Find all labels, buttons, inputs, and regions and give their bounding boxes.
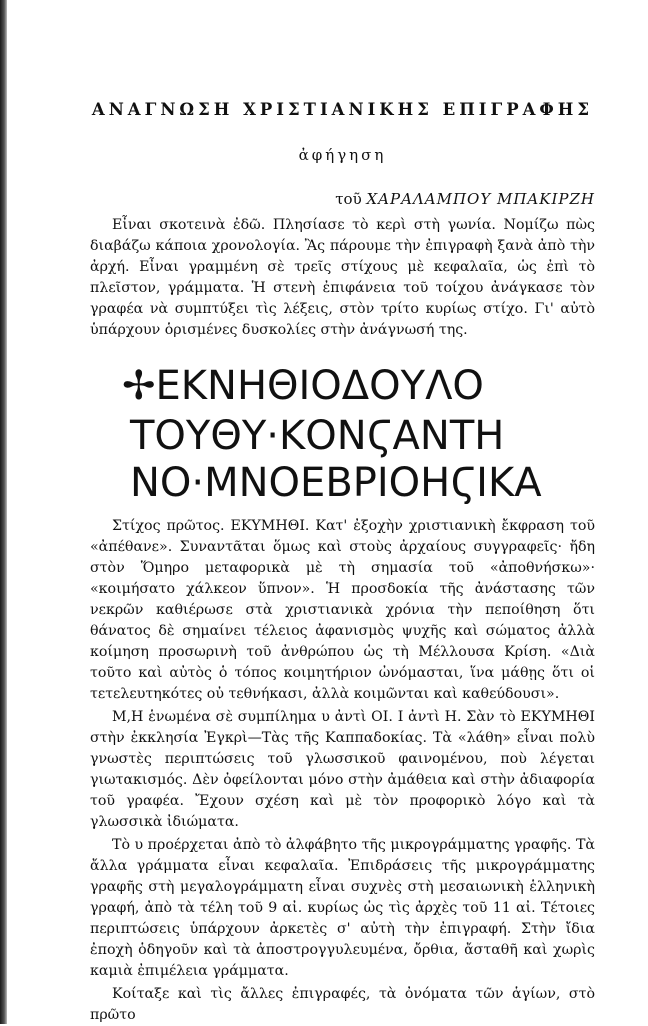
inscription-line-3: ΝΟ·ΜΝΟΕΒΡΙΟΗϚΙΚΑ: [130, 460, 542, 504]
book-spine-shadow: [0, 0, 7, 1024]
body-paragraph: Στίχος πρῶτος. ΕΚΥΜΗΘΙ. Κατ' ἐξοχὴν χριστιανικὴ ἔκφραση τοῦ «ἀπέθανε». Συναντᾶται ὅμως καὶ στοὺς ἀρχαίους συγγραφεῖς· ἤδη στὸν Ὅμηρο μεταφορικὰ μὲ τὴ σημασία τοῦ «ἀποθνήσκω»· «κοιμήσατο χάλκεον ὕπνον». Ἡ προσδοκία τῆς ἀνάστασης τῶν νεκρῶν καθιέρωσε στὰ χριστιανικὰ χρόνια τὴν πεποίθηση ὅτι θάνατος δὲ σημαίνει τέλειος ἀφανισμὸς ψυχῆς καὶ σώματος ἀλλὰ κοίμηση προσωρινὴ τοῦ ἀνθρώπου ὡς τὴ Μέλλουσα Κρίση. «Διὰ τοῦτο καὶ αὐτὸς ὁ τόπος κοιμητήριον ὠνόμασται, ἵνα μάθῃς ὅτι οἱ τετελευτηκότες οὐ τεθνήκασι, ἀλλὰ κοιμῶνται καὶ καθεύδουσι».: [90, 518, 595, 702]
inscription-line-1: ✢ΕΚΝΗΘΙΟΔΟΥΛΟ: [122, 363, 484, 409]
page-body: [90, 100, 595, 1026]
article-genre: ἀφήγηση: [298, 146, 387, 164]
author-line: [90, 190, 595, 208]
inscription-svg: [102, 354, 582, 504]
body-paragraph: Τὸ υ προέρχεται ἀπὸ τὸ ἀλφάβητο τῆς μικρογράμματης γραφῆς. Τὰ ἄλλα γράμματα εἶναι κεφαλαῖα. Ἐπιδράσεις τῆς μικρογράμματης γραφῆς στὴ μεγαλογράμματη εἶναι συχνὲς στὴ μεσαιωνικὴ ἑλληνικὴ γραφή, ἀπὸ τὰ τέλη τοῦ 9 αἰ. κυρίως ὡς τὶς ἀρχὲς τοῦ 11 αἰ. Τέτοιες περιπτώσεις ὑπάρχουν ἀρκετὲς σ' αὐτὴ τὴν ἐπιγραφή. Στὴν ἴδια ἐποχὴ ὁδηγοῦν καὶ τὰ ἀποστρογγυλευμένα, ὄρθια, ἄσταθῆ καὶ χωρὶς καμιὰ ἐπιμέλεια γράμματα.: [90, 837, 595, 979]
article-title: ΑΝΑΓΝΩΣΗ ΧΡΙΣΤΙΑΝΙΚΗΣ ΕΠΙΓΡΑΦΗΣ: [91, 100, 594, 119]
inscription-drawing: [102, 354, 595, 504]
body-paragraph: Κοίταξε καὶ τὶς ἄλλες ἐπιγραφές, τὰ ὀνόματα τῶν ἁγίων, στὸ πρῶτο: [90, 986, 595, 1023]
inscription-line-2: ΤΟΥΘΥ·ΚΟΝϚΑΝΤΗ: [130, 413, 505, 459]
intro-paragraph: Εἶναι σκοτεινὰ ἐδῶ. Πλησίασε τὸ κερὶ στὴ γωνία. Νομίζω πὼς διαβάζω κάποια χρονολογία. Ἂς πάρουμε τὴν ἐπιγραφὴ ξανὰ ἀπὸ τὴν ἀρχή. Εἶναι γραμμένη σὲ τρεῖς στίχους μὲ κεφαλαῖα, ὡς ἐπὶ τὸ πλεῖστον, γράμματα. Ἡ στενὴ ἐπιφάνεια τοῦ τοίχου ἀνάγκασε τὸν γραφέα νὰ συμπτύξει τὶς λέξεις, στὸν τρίτο κυρίως στίχο. Γι' αὐτὸ ὑπάρχουν ὁρισμένες δυσκολίες στὴν ἀνάγνωσή της.: [90, 217, 595, 338]
author-name: ΧΑΡΑΛΑΜΠΟΥ ΜΠΑΚΙΡΖΗ: [366, 190, 595, 208]
body-paragraph: Μ,Η ἑνωμένα σὲ συμπίλημα υ ἀντὶ ΟΙ. Ι ἀντὶ Η. Σὰν τὸ ΕΚΥΜΗΘΙ στὴν ἐκκλησία Ἐγκρὶ—Τὰς τῆς Καππαδοκίας. Τὰ «λάθη» εἶναι πολὺ γνωστὲς περιπτώσεις τοῦ γλωσσικοῦ φαινομένου, ποὺ λέγεται γιωτακισμός. Δὲν ὀφείλονται μόνο στὴν ἀμάθεια καὶ στὴν ἀδιαφορία τοῦ γραφέα. Ἔχουν σχέση καὶ μὲ τὸν προφορικὸ λόγο καὶ τὰ γλωσσικὰ ἰδιώματα.: [90, 709, 595, 830]
author-prefix: τοῦ: [335, 190, 362, 208]
